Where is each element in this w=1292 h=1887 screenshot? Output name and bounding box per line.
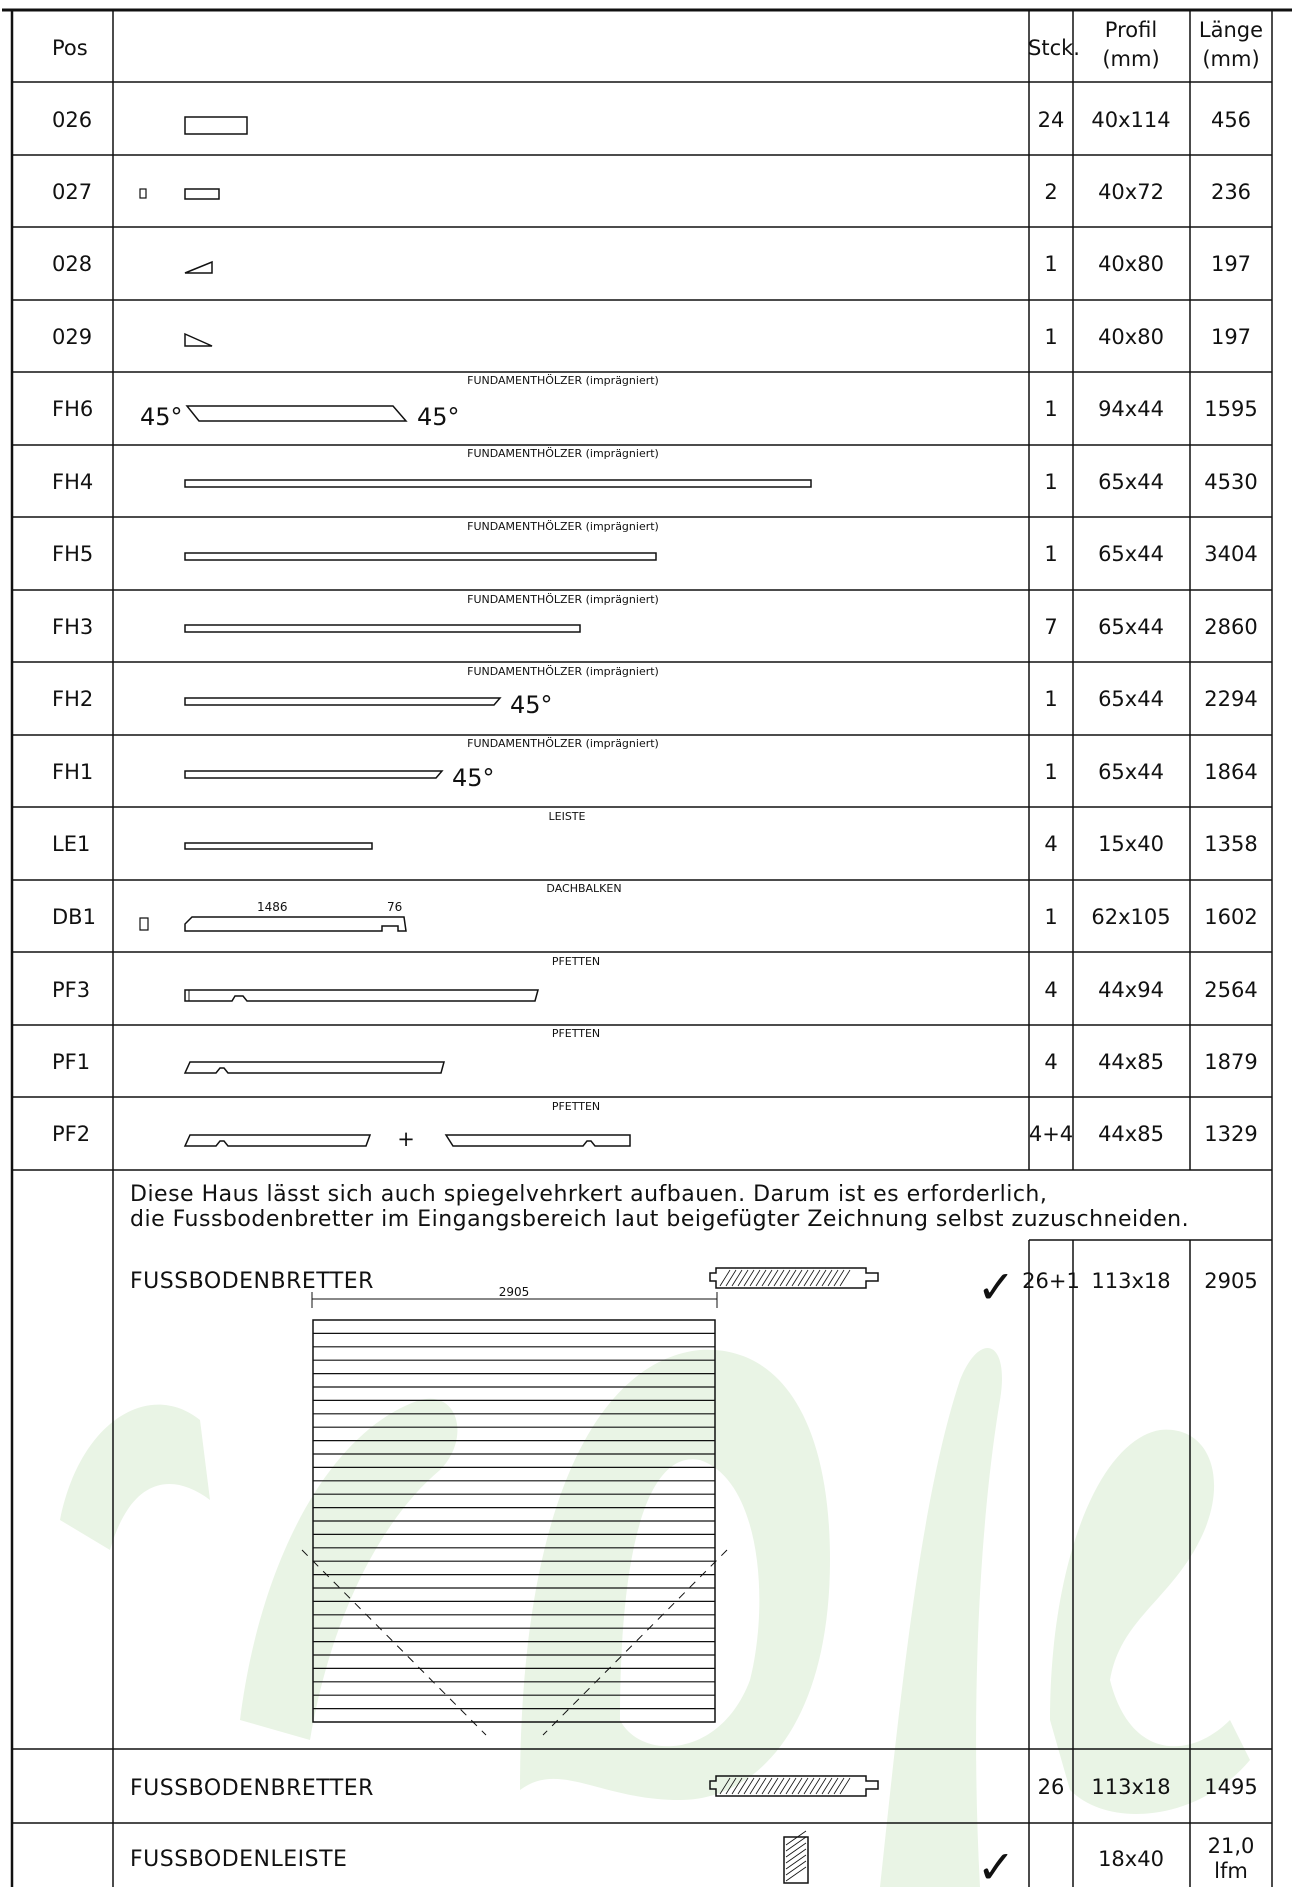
hatch-line <box>768 1778 778 1794</box>
row-stck: 1 <box>1044 760 1058 784</box>
row-laenge: 1595 <box>1204 397 1258 421</box>
hatch-line <box>726 1270 736 1286</box>
table-row <box>52 593 1258 639</box>
hatch-line <box>828 1270 838 1286</box>
row-pos: PF3 <box>52 978 91 1002</box>
row-laenge: 456 <box>1210 108 1252 132</box>
row-profil: 65x44 <box>1098 470 1164 494</box>
row-laenge-unit: lfm <box>1214 1859 1248 1883</box>
hatch-line <box>792 1270 802 1286</box>
hatch-line <box>732 1270 742 1286</box>
part-sketch <box>185 990 538 1001</box>
row-caption: PFETTEN <box>551 1100 601 1113</box>
hatch-line <box>834 1778 844 1794</box>
hatch-line <box>774 1778 784 1794</box>
part-sketch <box>185 771 442 778</box>
row-angle-right: 45° <box>452 764 495 792</box>
row-stck: 1 <box>1044 905 1058 929</box>
hatch-line <box>780 1778 790 1794</box>
row-stck: 4 <box>1044 1050 1058 1074</box>
row-laenge: 1602 <box>1204 905 1258 929</box>
hatch-line <box>804 1270 814 1286</box>
row-stck: 1 <box>1044 542 1058 566</box>
table-row <box>52 374 1258 431</box>
hatch-line <box>816 1270 826 1286</box>
row-plus: + <box>397 1127 415 1151</box>
row-pos: FH2 <box>52 687 94 711</box>
dimension-label: 2905 <box>498 1285 530 1299</box>
skirting-profile-sketch <box>784 1831 808 1883</box>
hatch-line <box>786 1843 806 1857</box>
table-row <box>52 1027 1258 1074</box>
row-angle-right: 45° <box>510 691 553 719</box>
part-section-sketch <box>140 918 148 930</box>
row-stck: 1 <box>1044 470 1058 494</box>
table-row <box>52 520 1258 566</box>
bottom-label: FUSSBODENBRETTER <box>130 1776 374 1801</box>
part-section-sketch <box>140 189 146 198</box>
row-stck: 24 <box>1037 108 1065 132</box>
bottom-label: FUSSBODENLEISTE <box>130 1847 348 1872</box>
table-row <box>52 810 1258 856</box>
row-laenge: 2564 <box>1204 978 1258 1002</box>
hatch-line <box>834 1270 844 1286</box>
header-laenge-unit: (mm) <box>1202 47 1260 71</box>
row-profil: 65x44 <box>1098 542 1164 566</box>
part-sketch-mirrored <box>446 1135 630 1146</box>
hatch-line <box>738 1270 748 1286</box>
row-laenge: 197 <box>1210 252 1252 276</box>
hatch-line <box>792 1778 802 1794</box>
row-profil: 18x40 <box>1098 1847 1164 1871</box>
row-laenge: 2860 <box>1204 615 1258 639</box>
row-stck: 1 <box>1044 397 1058 421</box>
row-caption: FUNDAMENTHÖLZER (imprägniert) <box>467 447 659 460</box>
row-stck: 2 <box>1044 180 1058 204</box>
row-profil: 40x80 <box>1098 252 1164 276</box>
part-sketch <box>185 698 500 705</box>
row-pos: FH5 <box>52 542 94 566</box>
row-profil: 65x44 <box>1098 687 1164 711</box>
row-laenge: 21,0 <box>1207 1834 1255 1858</box>
hatch-line <box>786 1837 806 1851</box>
row-stck: 7 <box>1044 615 1058 639</box>
floor-label: FUSSBODENBRETTER <box>130 1269 374 1294</box>
header-laenge: Länge <box>1198 18 1264 42</box>
row-profil: 65x44 <box>1098 615 1164 639</box>
header-profil: Profil <box>1104 18 1158 42</box>
table-row <box>52 665 1258 719</box>
table-row <box>130 1831 1254 1887</box>
hatch-line <box>768 1270 778 1286</box>
hatch-line <box>780 1270 790 1286</box>
row-stck: 1 <box>1044 252 1058 276</box>
hatch-line <box>774 1270 784 1286</box>
row-profil: 15x40 <box>1098 832 1164 856</box>
hatch-line <box>744 1778 754 1794</box>
row-pos: 029 <box>52 325 93 349</box>
hatch-line <box>786 1831 806 1845</box>
row-caption: FUNDAMENTHÖLZER (imprägniert) <box>467 737 659 750</box>
hatch-line <box>786 1855 806 1869</box>
row-laenge: 1358 <box>1204 832 1258 856</box>
checkmark-icon: ✓ <box>976 1840 1016 1887</box>
hatch-line <box>786 1861 806 1875</box>
row-pos: PF2 <box>52 1122 91 1146</box>
row-profil: 40x72 <box>1098 180 1164 204</box>
part-sketch <box>185 917 406 931</box>
row-profil: 62x105 <box>1091 905 1171 929</box>
header-stck: Stck. <box>1028 36 1080 60</box>
part-sketch <box>185 1135 370 1146</box>
hatch-line <box>762 1270 772 1286</box>
hatch-line <box>810 1778 820 1794</box>
hatch-line <box>786 1867 806 1881</box>
row-laenge: 3404 <box>1204 542 1258 566</box>
row-dividers <box>12 82 1272 1170</box>
row-profil: 40x114 <box>1091 108 1171 132</box>
hatch-line <box>720 1270 730 1286</box>
row-caption: FUNDAMENTHÖLZER (imprägniert) <box>467 665 659 678</box>
note-line-1: Diese Haus lässt sich auch spiegelvehrkert aufbauen. Darum ist es erforderlich, <box>130 1182 1048 1207</box>
hatch-line <box>756 1778 766 1794</box>
part-sketch <box>185 480 811 487</box>
hatch-line <box>798 1270 808 1286</box>
part-sketch <box>185 262 212 273</box>
row-caption: FUNDAMENTHÖLZER (imprägniert) <box>467 593 659 606</box>
row-pos: FH3 <box>52 615 94 639</box>
table-row <box>52 252 1251 276</box>
hatch-line <box>822 1778 832 1794</box>
hatch-line <box>810 1270 820 1286</box>
floor-profil: 113x18 <box>1091 1269 1171 1293</box>
header-pos: Pos <box>52 36 88 60</box>
hatch-line <box>828 1778 838 1794</box>
row-caption: FUNDAMENTHÖLZER (imprägniert) <box>467 374 659 387</box>
header-profil-unit: (mm) <box>1102 47 1160 71</box>
part-sketch <box>185 1062 444 1073</box>
table-row <box>52 737 1258 792</box>
floor-stck: 26+1 <box>1022 1269 1080 1293</box>
row-stck: 4 <box>1044 832 1058 856</box>
hatch-line <box>786 1270 796 1286</box>
row-caption: PFETTEN <box>551 1027 601 1040</box>
hatch-line <box>750 1778 760 1794</box>
table-row <box>52 1100 1258 1151</box>
row-profil: 44x85 <box>1098 1050 1164 1074</box>
row-profil: 65x44 <box>1098 760 1164 784</box>
row-caption: DACHBALKEN <box>546 882 622 895</box>
row-laenge: 1864 <box>1204 760 1258 784</box>
part-sketch <box>185 334 212 346</box>
part-sketch <box>185 553 656 560</box>
hatch-line <box>762 1778 772 1794</box>
row-profil: 44x85 <box>1098 1122 1164 1146</box>
row-dim-a: 1486 <box>257 900 288 914</box>
row-laenge: 236 <box>1210 180 1252 204</box>
table-row <box>52 882 1258 931</box>
row-pos: PF1 <box>52 1050 91 1074</box>
part-sketch <box>187 406 406 421</box>
row-stck: 4 <box>1044 978 1058 1002</box>
row-pos: FH4 <box>52 470 94 494</box>
row-stck: 1 <box>1044 325 1058 349</box>
part-sketch <box>185 625 580 632</box>
row-pos: 028 <box>52 252 93 276</box>
hatch-line <box>786 1778 796 1794</box>
hatch-line <box>744 1270 754 1286</box>
table-header <box>52 18 1263 71</box>
row-pos: 027 <box>52 180 93 204</box>
checkmark-icon: ✓ <box>976 1260 1016 1314</box>
row-stck: 1 <box>1044 687 1058 711</box>
part-sketch <box>185 843 372 849</box>
row-dim-b: 76 <box>387 900 403 914</box>
row-profil: 94x44 <box>1098 397 1164 421</box>
hatch-line <box>750 1270 760 1286</box>
table-row <box>52 955 1258 1002</box>
row-angle-left: 45° <box>140 403 183 431</box>
row-laenge: 1495 <box>1204 1775 1258 1799</box>
row-laenge: 4530 <box>1204 470 1258 494</box>
table-row <box>52 180 1251 204</box>
row-pos: FH1 <box>52 760 94 784</box>
row-laenge: 1329 <box>1204 1122 1258 1146</box>
row-stck: 26 <box>1037 1775 1065 1799</box>
note-line-2: die Fussbodenbretter im Eingangsbereich laut beigefügter Zeichnung selbst zuzuschneiden. <box>130 1207 1190 1232</box>
hatch-line <box>756 1270 766 1286</box>
row-stck: 4+4 <box>1028 1122 1074 1146</box>
hatch-line <box>816 1778 826 1794</box>
hatch-line <box>840 1270 850 1286</box>
row-pos: 026 <box>52 108 93 132</box>
row-caption: LEISTE <box>548 810 586 823</box>
part-sketch <box>185 117 247 134</box>
row-laenge: 2294 <box>1204 687 1258 711</box>
table-row <box>52 325 1251 349</box>
hatch-line <box>822 1270 832 1286</box>
row-laenge: 1879 <box>1204 1050 1258 1074</box>
hatch-line <box>798 1778 808 1794</box>
row-caption: FUNDAMENTHÖLZER (imprägniert) <box>467 520 659 533</box>
row-laenge: 197 <box>1210 325 1252 349</box>
row-profil: 113x18 <box>1091 1775 1171 1799</box>
part-sketch <box>185 189 219 199</box>
row-angle-right: 45° <box>417 403 460 431</box>
row-pos: LE1 <box>52 832 91 856</box>
table-row <box>52 447 1258 494</box>
hatch-line <box>840 1778 850 1794</box>
hatch-line <box>804 1778 814 1794</box>
board-profile-sketch <box>710 1268 878 1288</box>
row-pos: DB1 <box>52 905 96 929</box>
watermark-logo <box>60 1348 1250 1887</box>
row-caption: PFETTEN <box>551 955 601 968</box>
floor-laenge: 2905 <box>1204 1269 1258 1293</box>
hatch-line <box>786 1849 806 1863</box>
row-pos: FH6 <box>52 397 94 421</box>
table-row <box>52 108 1251 134</box>
row-profil: 40x80 <box>1098 325 1164 349</box>
mirror-note <box>130 1182 1189 1232</box>
row-profil: 44x94 <box>1098 978 1164 1002</box>
